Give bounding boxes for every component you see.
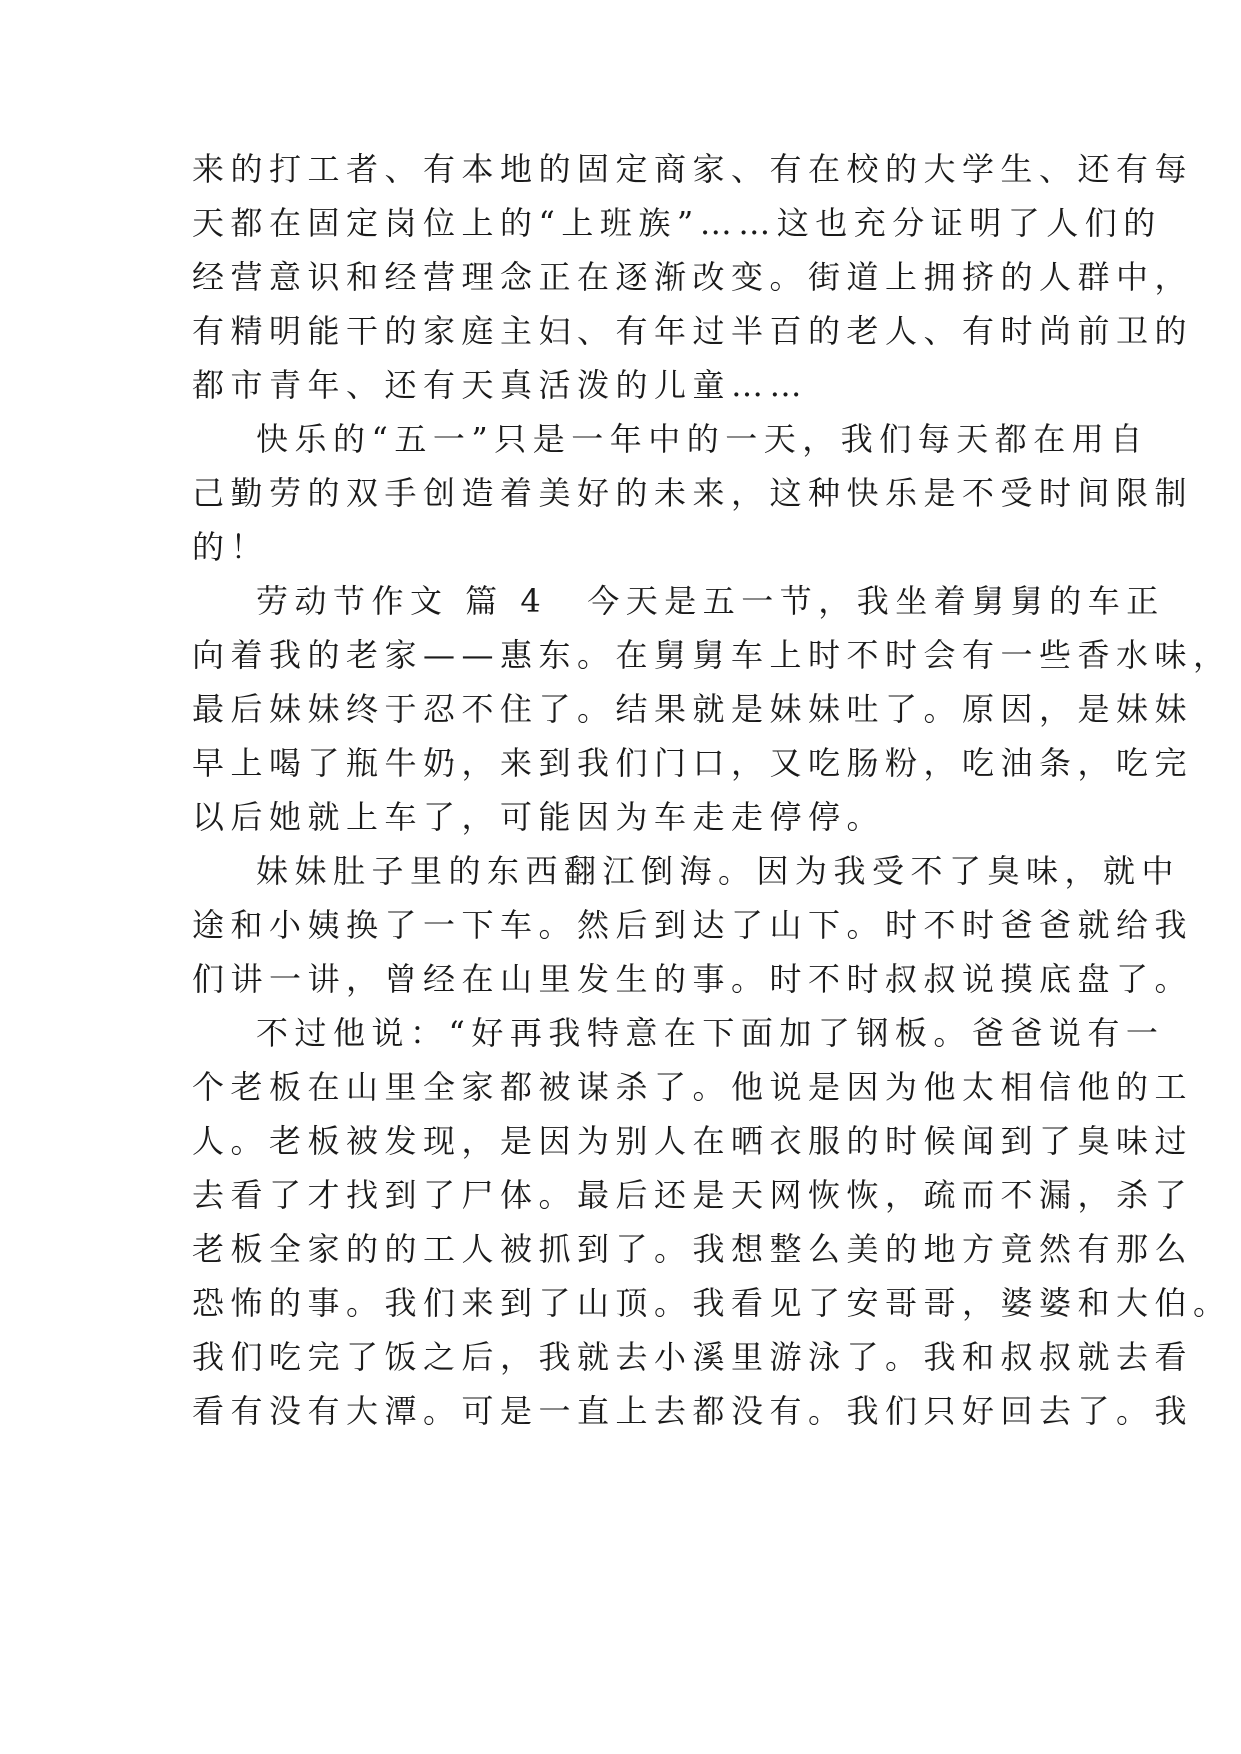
text-line: 以后她就上车了，可能因为车走走停停。 [192, 798, 886, 836]
text-line: 的！ [192, 528, 270, 566]
text-line: 去看了才找到了尸体。最后还是天网恢恢，疏而不漏，杀了 [192, 1176, 1194, 1214]
text-line: 人。老板被发现，是因为别人在晒衣服的时候闻到了臭味过 [192, 1122, 1194, 1160]
text-line: 恐怖的事。我们来到了山顶。我看见了安哥哥，婆婆和大伯。 [192, 1284, 1232, 1322]
text-line: 有精明能干的家庭主妇、有年过半百的老人、有时尚前卫的 [192, 312, 1194, 350]
paragraph-start-line: 不过他说：“好再我特意在下面加了钢板。爸爸说有一 [256, 1014, 1165, 1052]
section-first-text: 今天是五一节，我坐着舅舅的车正 [587, 582, 1165, 620]
text-line: 我们吃完了饭之后，我就去小溪里游泳了。我和叔叔就去看 [192, 1338, 1194, 1376]
text-line: 向着我的老家——惠东。在舅舅车上时不时会有一些香水味， [192, 636, 1232, 674]
text-line: 早上喝了瓶牛奶，来到我们门口，又吃肠粉，吃油条，吃完 [192, 744, 1194, 782]
paragraph-start-line: 妹妹肚子里的东西翻江倒海。因为我受不了臭味，就中 [256, 852, 1181, 890]
text-line: 己勤劳的双手创造着美好的未来，这种快乐是不受时间限制 [192, 474, 1194, 512]
text-line: 经营意识和经营理念正在逐渐改变。街道上拥挤的人群中， [192, 258, 1194, 296]
text-line: 天都在固定岗位上的“上班族”……这也充分证明了人们的 [192, 204, 1162, 242]
section-heading-line [256, 572, 1165, 630]
section-heading: 劳动节作文 篇 4 [256, 582, 548, 620]
text-line: 个老板在山里全家都被谋杀了。他说是因为他太相信他的工 [192, 1068, 1194, 1106]
text-line: 老板全家的的工人被抓到了。我想整么美的地方竟然有那么 [192, 1230, 1194, 1268]
text-line: 们讲一讲，曾经在山里发生的事。时不时叔叔说摸底盘了。 [192, 960, 1194, 998]
text-line: 都市青年、还有天真活泼的儿童…… [192, 366, 809, 404]
paragraph-start-line: 快乐的“五一”只是一年中的一天，我们每天都在用自 [256, 420, 1149, 458]
text-line: 来的打工者、有本地的固定商家、有在校的大学生、还有每 [192, 150, 1194, 188]
text-line: 看有没有大潭。可是一直上去都没有。我们只好回去了。我 [192, 1392, 1194, 1430]
text-line: 最后妹妹终于忍不住了。结果就是妹妹吐了。原因，是妹妹 [192, 690, 1194, 728]
text-line: 途和小姨换了一下车。然后到达了山下。时不时爸爸就给我 [192, 906, 1194, 944]
